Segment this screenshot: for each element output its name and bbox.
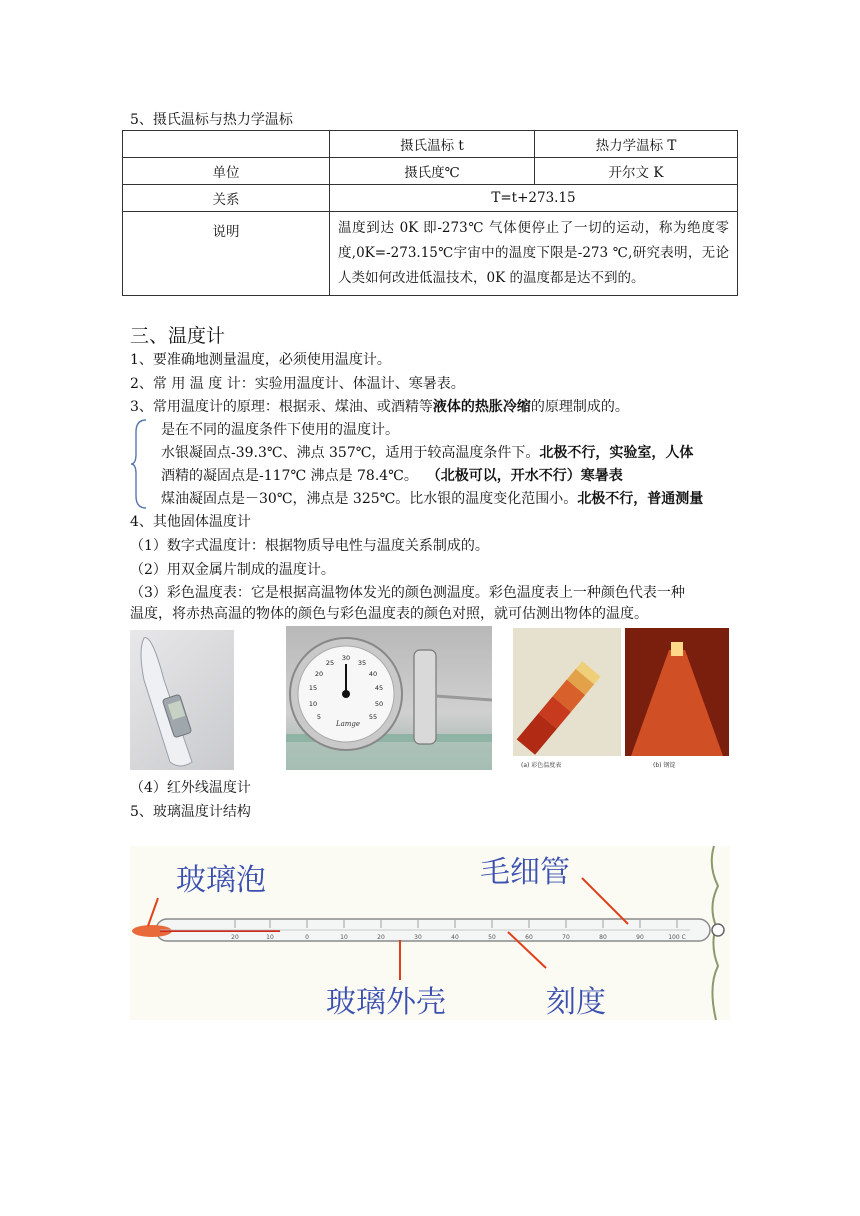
dial-num-10: 10 xyxy=(308,700,318,708)
tick-label: 20 xyxy=(231,934,239,941)
dial-num-15: 15 xyxy=(308,684,318,692)
dial-num-5: 5 xyxy=(316,713,322,721)
para-3-bold: 液体的热胀冷缩 xyxy=(432,399,531,415)
para-3-a: 3、常用温度计的原理：根据汞、煤油、或酒精等 xyxy=(130,399,433,415)
mercury-bold: 北极不行，实验室，人体 xyxy=(539,445,694,461)
tick-label: 10 xyxy=(266,934,274,941)
para-3 xyxy=(130,397,629,417)
tick-label: 50 xyxy=(488,934,496,941)
caption-b: (b) 钢锭 xyxy=(653,762,676,769)
dial-num-55: 55 xyxy=(368,713,378,721)
dial-num-40: 40 xyxy=(368,670,378,678)
tick-label: 90 xyxy=(636,934,644,941)
label-glass-bulb: 玻璃泡 xyxy=(176,863,266,898)
table-corner xyxy=(123,131,330,158)
alcohol-text: 酒精的凝固点是-117℃ 沸点是 78.4℃。 xyxy=(161,468,418,484)
kerosene-bold: 北极不行，普通测量 xyxy=(577,491,704,507)
label-glass-shell: 玻璃外壳 xyxy=(326,985,446,1020)
para-2: 2、常 用 温 度 计：实验用温度计、体温计、寒暑表。 xyxy=(130,376,465,392)
mercury-text: 水银凝固点-39.3℃、沸点 357℃，适用于较高温度条件下。 xyxy=(161,445,540,461)
digital-thermometer-photo xyxy=(130,630,234,770)
tick-label: 0 xyxy=(305,934,309,941)
unit-celsius: 摄氏度℃ xyxy=(330,158,535,185)
tick-label: 40 xyxy=(451,934,459,941)
curly-brace xyxy=(130,418,150,510)
kerosene-text: 煤油凝固点是－30℃，沸点是 325℃。比水银的温度变化范围小。 xyxy=(161,491,578,507)
tick-label: 70 xyxy=(562,934,570,941)
para-4-2: （2）用双金属片制成的温度计。 xyxy=(130,562,335,578)
col-header-celsius: 摄氏温标 t xyxy=(330,131,535,158)
caption-a: (a) 彩色温度表 xyxy=(521,762,562,769)
row-label-unit: 单位 xyxy=(123,158,330,185)
desc-text: 温度到达 0K 即-273℃ 气体便停止了一切的运动，称为绝度零度,0K=-273.15℃宇宙中的温度下限是-273 ℃,研究表明，无论 人类如何改进低温技术，0K 的温度都是达不到的。 xyxy=(330,212,738,296)
dial-num-35: 35 xyxy=(357,659,367,667)
para-5: 5、玻璃温度计结构 xyxy=(130,804,251,820)
relation-formula: T=t+273.15 xyxy=(330,185,738,212)
brace-line-1: 是在不同的温度条件下使用的温度计。 xyxy=(161,422,399,438)
label-scale: 刻度 xyxy=(546,985,606,1020)
para-3-c: 的原理制成的。 xyxy=(530,399,629,415)
tick-label: 80 xyxy=(599,934,607,941)
brace-line-2 xyxy=(161,443,693,463)
tick-label: 60 xyxy=(525,934,533,941)
tick-label: 10 xyxy=(340,934,348,941)
row-label-desc: 说明 xyxy=(123,212,330,296)
para-4-3b: 温度，将赤热高温的物体的颜色与彩色温度表的颜色对照，就可估测出物体的温度。 xyxy=(130,606,648,622)
color-temperature-photo xyxy=(513,628,729,770)
para-4-3a: （3）彩色温度表：它是根据高温物体发光的颜色测温度。彩色温度表上一种颜色代表一种 xyxy=(130,585,685,601)
unit-kelvin: 开尔文 K xyxy=(535,158,738,185)
para-1: 1、要准确地测量温度，必须使用温度计。 xyxy=(130,352,391,368)
glass-thermometer-diagram xyxy=(130,846,730,1020)
tick-label: 30 xyxy=(414,934,422,941)
dial-num-20: 20 xyxy=(314,670,324,678)
col-header-kelvin: 热力学温标 T xyxy=(535,131,738,158)
alcohol-bold: （北极可以，开水不行）寒暑表 xyxy=(426,468,623,484)
para-4-4: （4）红外线温度计 xyxy=(130,780,251,796)
section5-title: 5、摄氏温标与热力学温标 xyxy=(130,112,293,128)
para-4-1: （1）数字式温度计：根据物质导电性与温度关系制成的。 xyxy=(130,538,489,554)
dial-num-30: 30 xyxy=(341,654,351,662)
row-label-relation: 关系 xyxy=(123,185,330,212)
bimetal-dial-thermometer-photo xyxy=(286,626,492,770)
dial-num-25: 25 xyxy=(325,659,335,667)
heading-thermometer: 三、温度计 xyxy=(130,325,226,347)
dial-brand: Lamge xyxy=(335,720,361,728)
tick-label: 100 C xyxy=(668,934,686,941)
tick-label: 20 xyxy=(377,934,385,941)
dial-num-45: 45 xyxy=(374,684,384,692)
label-capillary: 毛细管 xyxy=(480,855,570,890)
brace-line-3 xyxy=(161,466,623,486)
temperature-scale-table xyxy=(122,130,738,296)
dial-num-50: 50 xyxy=(374,700,384,708)
para-4: 4、其他固体温度计 xyxy=(130,514,251,530)
brace-line-4 xyxy=(161,489,703,509)
